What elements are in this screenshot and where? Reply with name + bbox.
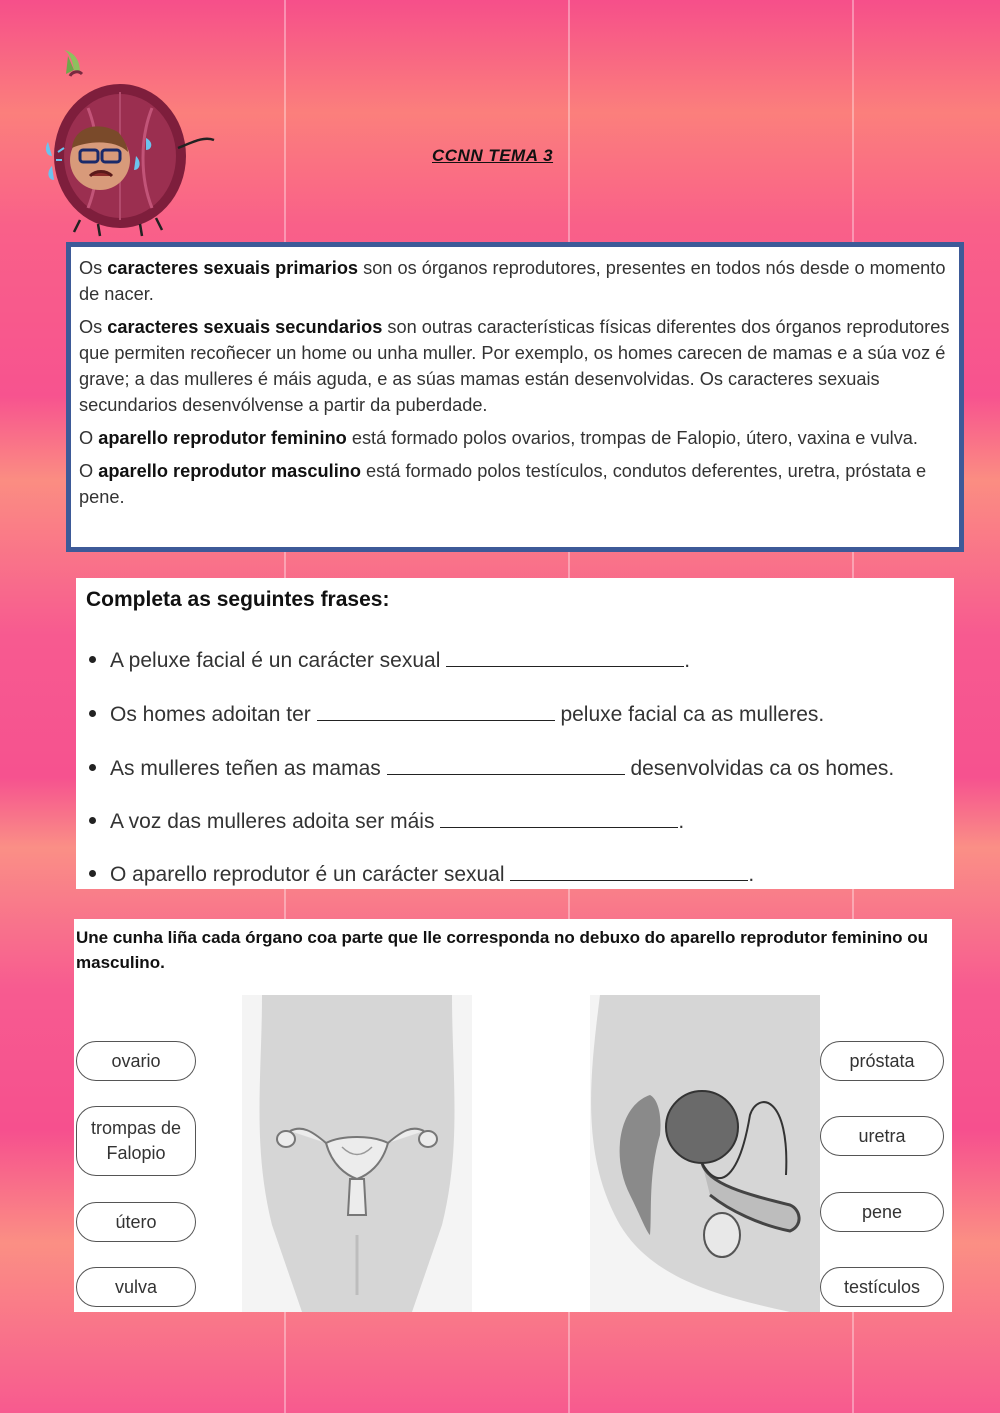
bullet-icon	[89, 710, 96, 717]
answer-blank[interactable]	[317, 702, 555, 721]
info-paragraph: Os caracteres sexuais primarios son os órganos reprodutores, presentes en todos nós desde o momento de nacer.	[79, 258, 946, 304]
bullet-icon	[89, 656, 96, 663]
label-ovario[interactable]: ovario	[76, 1041, 196, 1081]
sentence-item: Os homes adoitan ter peluxe facial ca as mulleres.	[86, 702, 824, 727]
label-testiculos[interactable]: testículos	[820, 1267, 944, 1307]
sentence-item: O aparello reprodutor é un carácter sexual .	[86, 862, 754, 887]
page-title: CCNN TEMA 3	[432, 146, 554, 165]
label-vulva[interactable]: vulva	[76, 1267, 196, 1307]
sentence-item: A peluxe facial é un carácter sexual .	[86, 648, 690, 673]
answer-blank[interactable]	[446, 648, 684, 667]
bullet-icon	[89, 764, 96, 771]
label-pene[interactable]: pene	[820, 1192, 944, 1232]
complete-sentences-exercise	[76, 578, 954, 889]
sentence-item: As mulleres teñen as mamas desenvolvidas ca os homes.	[86, 756, 894, 781]
crying-onion-avatar	[28, 48, 228, 238]
info-paragraph: O aparello reprodutor feminino está formado polos ovarios, trompas de Falopio, útero, vaxina e vulva.	[79, 428, 918, 448]
label-utero[interactable]: útero	[76, 1202, 196, 1242]
female-reproductive-diagram	[242, 995, 472, 1312]
answer-blank[interactable]	[387, 756, 625, 775]
info-box	[66, 242, 964, 552]
label-prostata[interactable]: próstata	[820, 1041, 944, 1081]
info-paragraph: O aparello reprodutor masculino está formado polos testículos, condutos deferentes, uretra, próstata e pene.	[79, 461, 927, 507]
matching-exercise	[74, 919, 952, 1312]
exercise-heading: Completa as seguintes frases:	[86, 588, 390, 611]
answer-blank[interactable]	[510, 862, 748, 881]
answer-blank[interactable]	[440, 809, 678, 828]
bullet-icon	[89, 817, 96, 824]
sentence-item: A voz das mulleres adoita ser máis .	[86, 809, 684, 834]
exercise-question: Une cunha liña cada órgano coa parte que lle corresponda no debuxo do aparello reprodutor feminino ou masculino.	[76, 928, 929, 972]
male-reproductive-diagram	[590, 995, 820, 1312]
label-uretra[interactable]: uretra	[820, 1116, 944, 1156]
label-trompas-de-falopio[interactable]: trompas de Falopio	[76, 1106, 196, 1176]
info-paragraph: Os caracteres sexuais secundarios son outras características físicas diferentes dos órganos reprodutores que permiten recoñecer un home ou unha muller. Por exemplo, os homes carecen de mamas e a súa voz é grave; a das mulleres é máis aguda, e as súas mamas están desenvolvidas. Os caracteres sexuais secundarios desenvólvense a partir da puberdade.	[79, 317, 950, 415]
bullet-icon	[89, 870, 96, 877]
